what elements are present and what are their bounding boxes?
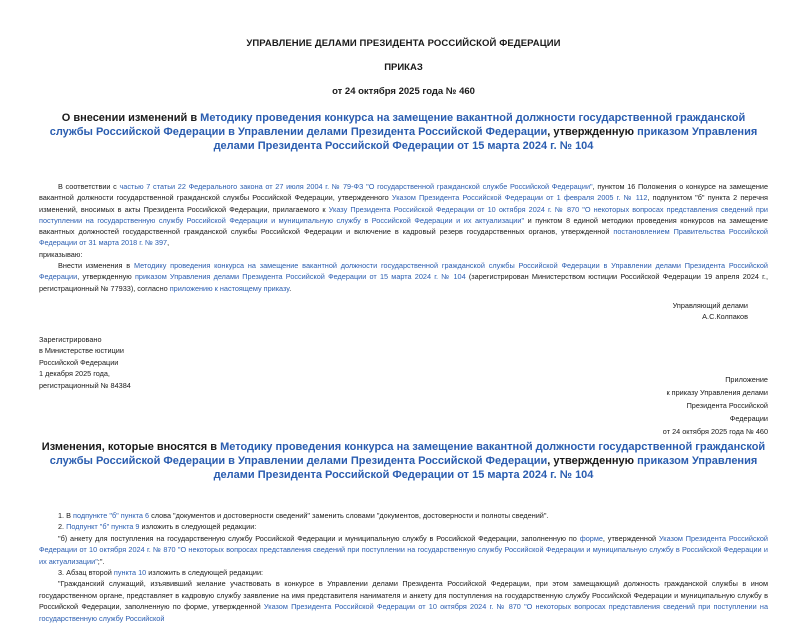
preamble-text: , xyxy=(167,238,170,248)
changes-title-prefix: Изменения, которые вносятся в xyxy=(41,441,221,453)
subparagraph-6b-link[interactable]: подпункте "б" пункта 6 xyxy=(73,511,150,520)
item-text: "б) анкету для поступления на государственную службу Российской Федерации и муниципальную службу в Российской Федерации, заполненную по xyxy=(58,533,580,543)
registration-line: 1 декабря 2025 года, xyxy=(39,369,110,379)
list-item xyxy=(39,521,768,532)
changes-title-middle: , утвержденную xyxy=(547,455,638,467)
order-104-link-3[interactable]: приказом Управления делами Президента Российской Федерации от 15 марта 2024 г. № 104 xyxy=(213,455,758,481)
changes-title xyxy=(39,440,768,482)
body-text: (зарегистрирован Министерством юстиции Российской Федерации 19 апреля 2024 г., регистрационный № 77933), согласно xyxy=(39,272,768,293)
item-text: , утвержденной xyxy=(602,533,659,543)
appendix-link[interactable]: приложению к настоящему приказу xyxy=(169,283,290,293)
preamble-paragraph xyxy=(39,181,768,249)
decree-870-link[interactable]: Указу Президента Российской Федерации от 10 октября 2024 г. № 870 "О некоторых вопросах представления сведений при поступлении на государственную службу Российской Федерации и муниципальную службу в Российской Федерации и их актуализации" xyxy=(39,204,769,225)
federal-law-79-link[interactable]: частью 7 статьи 22 Федерального закона от 27 июля 2004 г. № 79-ФЗ "О государственной гражданской службе Российской Федерации" xyxy=(119,182,593,191)
resolution-397-link[interactable]: постановлением Правительства Российской Федерации от 31 марта 2018 г. № 397 xyxy=(39,227,768,248)
order-104-link-2[interactable]: приказом Управления делами Президента Российской Федерации от 15 марта 2024 г. № 104 xyxy=(134,272,466,282)
appendix-line: Приложение xyxy=(725,375,768,384)
registration-line: в Министерстве юстиции xyxy=(39,346,124,356)
list-item xyxy=(39,510,768,521)
document-title xyxy=(39,111,768,153)
appendix-header xyxy=(39,373,768,438)
body-text: Внести изменения в xyxy=(58,261,134,271)
order-104-link[interactable]: приказом Управления делами Президента Российской Федерации от 15 марта 2024 г. № 104 xyxy=(213,126,758,152)
list-item-quote xyxy=(39,533,768,567)
preamble-text: , подпунктом "б" пункта 2 перечня изменений, вносимых в акты Президента Российской Федерации, прилагаемого к xyxy=(39,193,768,214)
decree-112-link[interactable]: Указом Президента Российской Федерации от 1 февраля 2005 г. № 112 xyxy=(391,193,648,203)
appendix-line: от 24 октября 2025 года № 460 xyxy=(662,427,768,436)
issuing-authority: УПРАВЛЕНИЕ ДЕЛАМИ ПРЕЗИДЕНТА РОССИЙСКОЙ ФЕДЕРАЦИИ xyxy=(246,38,561,49)
subparagraph-9b-link[interactable]: Подпункт "б" пункта 9 xyxy=(66,522,140,532)
list-item xyxy=(39,567,768,578)
registration-line: Зарегистрировано xyxy=(39,334,102,344)
preamble-text: и пунктом 8 единой методики проведения конкурсов на замещение вакантных должностей государственной гражданской службы Российской Федерации и включение в кадровый резерв государственных органов, утвержденной xyxy=(39,215,768,237)
changes-list xyxy=(39,510,768,624)
decree-870-link-3[interactable]: Указом Президента Российской Федерации от 10 октября 2024 г. № 870 "О некоторых вопросах представления сведений при поступлении на государственную службу Российской xyxy=(39,602,769,623)
body-paragraph xyxy=(39,260,768,294)
item-text: изложить в следующей редакции: xyxy=(139,522,257,532)
title-middle: , утвержденную xyxy=(547,126,638,138)
methodology-link[interactable]: Методику проведения конкурса на замещение вакантной должности государственной гражданской службы Российской Федерации в Управлении делами Президента Российской Федерации xyxy=(49,112,746,138)
signatory-position: Управляющий делами xyxy=(672,300,748,310)
methodology-link-3[interactable]: Методику проведения конкурса на замещение вакантной должности государственной гражданской службы Российской Федерации в Управлении делами Президента Российской Федерации xyxy=(49,441,766,467)
body-text: , утвержденную xyxy=(77,272,135,282)
item-text: ;". xyxy=(97,556,105,566)
document-date-number: от 24 октября 2025 года № 460 xyxy=(332,86,475,97)
item-text: изложить в следующей редакции: xyxy=(146,568,264,578)
appendix-line: Президента Российской xyxy=(686,401,768,410)
decree-870-link-2[interactable]: Указом Президента Российской Федерации от 10 октября 2024 г. № 870 "О некоторых вопросах представления сведений при поступлении на государственную службу Российской Федерации и муниципальную службу в Российской Федерации и их актуализации" xyxy=(39,533,768,566)
item-text: 2. xyxy=(58,522,67,532)
signatory-name: А.С.Колпаков xyxy=(702,311,748,321)
preamble-text: В соответствии с xyxy=(58,182,120,191)
registration-line: регистрационный № 84384 xyxy=(39,380,131,390)
methodology-link-2[interactable]: Методику проведения конкурса на замещение вакантной должности государственной гражданской службы Российской Федерации в Управлении делами Президента Российской Федерации xyxy=(39,261,768,282)
item-text: 1. В xyxy=(58,511,74,520)
signature-block xyxy=(39,300,768,322)
title-prefix: О внесении изменений в xyxy=(61,112,201,124)
registration-line: Российской Федерации xyxy=(39,357,119,367)
item-text: "Гражданский служащий, изъявивший желание участвовать в конкурсе в Управлении делами Президента Российской Федерации, при этом замещающий должность гражданской службы в ином государственном органе, представляет в кадровую службу заявление на имя представителя нанимателя и анкету для поступления на государственную службу Российской Федерации и муниципальную службу в Российской Федерации, заполненную по форме, утвержденной xyxy=(39,579,768,612)
document-type: ПРИКАЗ xyxy=(384,62,423,73)
appendix-line: Федерации xyxy=(729,414,768,423)
body-text: . xyxy=(289,283,292,293)
appendix-line: к приказу Управления делами xyxy=(666,388,768,397)
order-word: приказываю: xyxy=(39,249,83,259)
item-text: 3. Абзац второй xyxy=(58,568,114,578)
list-item-quote xyxy=(39,578,768,624)
item-text: слова "документов и достоверности сведений" заменить словами "документов, достоверности и полноты сведений". xyxy=(149,511,549,520)
paragraph-10-link[interactable]: пункта 10 xyxy=(113,568,147,578)
document-page xyxy=(0,38,807,623)
preamble-text: , пунктом 16 Положения о конкурсе на замещение вакантной должности государственной гражданской службы Российской Федерации, утвержденного xyxy=(39,182,768,203)
form-link[interactable]: форме xyxy=(579,533,603,543)
